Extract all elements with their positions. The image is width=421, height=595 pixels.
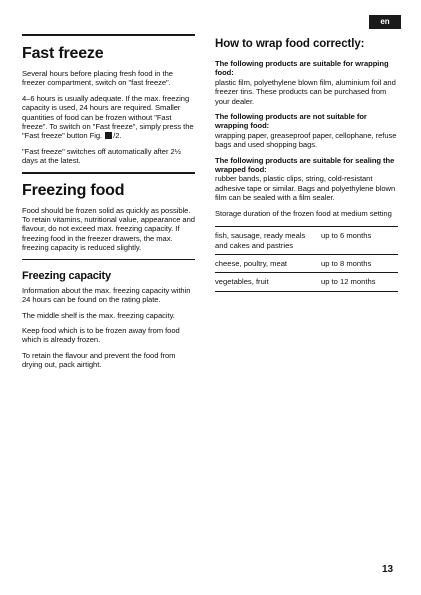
duration-cell: up to 8 months (321, 254, 398, 272)
figure-reference: /2. (113, 131, 122, 141)
fast-freeze-paragraph: Several hours before placing fresh food in the freezer compartment, switch on "fast freeze". (22, 69, 173, 88)
wrap-food-heading: How to wrap food correctly: (215, 38, 365, 50)
freezing-capacity-paragraph: Keep food which is to be frozen away from food which is already frozen. (22, 325, 180, 345)
left-column (22, 34, 195, 376)
freezing-capacity-paragraph: The middle shelf is the max. freezing capacity. (22, 310, 175, 320)
sealing-heading: The following products are suitable for sealing the wrapped food: (215, 155, 395, 175)
food-cell: cheese, poultry, meat (215, 254, 321, 272)
fast-freeze-heading: Fast freeze (22, 45, 104, 62)
section-divider (22, 34, 195, 36)
language-badge: en (369, 15, 401, 29)
unsuitable-wrapping-heading: The following products are not suitable for wrapping food: (215, 112, 367, 131)
sealing-body: rubber bands, plastic clips, string, cold-resistant adhesive tape or similar. Bags and polyethylene blown film can be sealed with a film sealer. (215, 174, 396, 203)
suitable-wrapping-body: plastic film, polyethylene blown film, aluminium foil and freezer tins. These products can be purchased from your dealer. (215, 77, 396, 106)
freezing-capacity-paragraph: Information about the max. freezing capacity within 24 hours can be found on the rating plate. (22, 285, 191, 305)
fast-freeze-paragraph: "Fast freeze" switches off automatically after 2½ days at the latest. (22, 146, 181, 166)
fast-freeze-paragraph (22, 94, 195, 141)
table-row (215, 273, 398, 291)
right-column (215, 34, 398, 292)
storage-duration-table (215, 226, 398, 292)
freezing-capacity-heading: Freezing capacity (22, 269, 111, 282)
fig-symbol-icon (105, 132, 112, 139)
table-row (215, 254, 398, 272)
page-number: 13 (382, 564, 394, 575)
food-cell: fish, sausage, ready meals and cakes and pastries (215, 227, 321, 255)
duration-cell: up to 12 months (321, 273, 398, 291)
freezing-food-paragraph: Food should be frozen solid as quickly as possible. To retain vitamins, nutritional value, appearance and flavour, do not exceed max. freezing capacity. If freezing food in the freezer drawers, the max. freezing capacity is reduced slightly. (22, 205, 195, 253)
food-cell: vegetables, fruit (215, 273, 321, 291)
suitable-wrapping-heading: The following products are suitable for wrapping food: (215, 59, 389, 78)
unsuitable-wrapping-body: wrapping paper, greaseproof paper, cellophane, refuse bags and used shopping bags. (215, 130, 397, 150)
table-row (215, 227, 398, 255)
freezing-food-heading: Freezing food (22, 181, 125, 199)
duration-cell: up to 6 months (321, 227, 398, 255)
section-divider (22, 172, 195, 174)
subsection-divider (22, 259, 195, 260)
freezing-capacity-paragraph: To retain the flavour and prevent the food from drying out, pack airtight. (22, 350, 176, 370)
fast-freeze-instructions: 4–6 hours is usually adequate. If the max. freezing capacity is used, 24 hours are required. Smaller quantities of food can be frozen without "Fast freeze". To switch on "Fast freeze", simply press the "Fast freeze" button Fig. (22, 93, 194, 141)
storage-intro: Storage duration of the frozen food at medium setting (215, 208, 392, 218)
